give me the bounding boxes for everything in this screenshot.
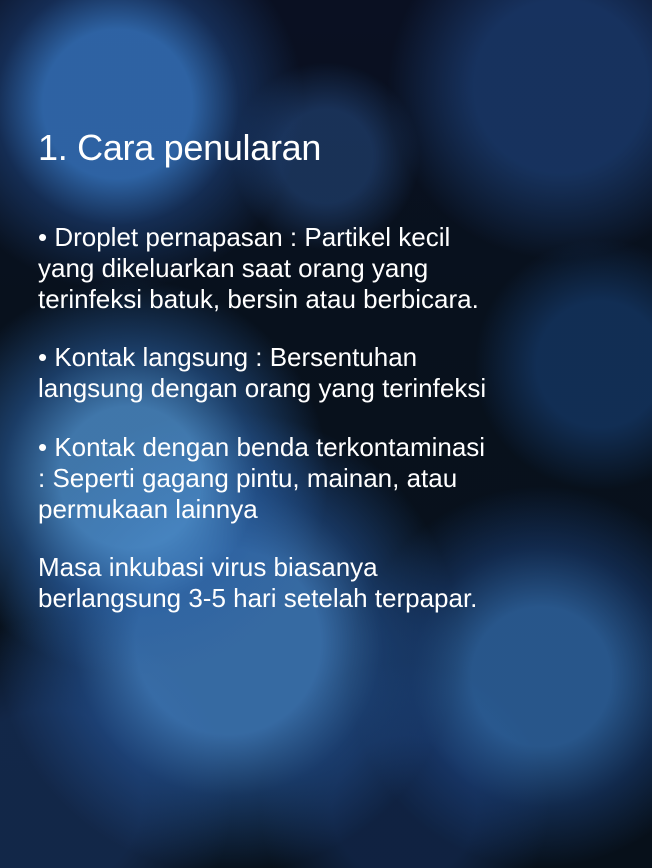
slide-content: [38, 128, 618, 641]
incubation-note: Masa inkubasi virus biasanya berlangsung 3-5 hari setelah terpapar.: [38, 552, 478, 614]
bullet-point-1: • Droplet pernapasan : Partikel kecil yang dikeluarkan saat orang yang terinfeksi batuk, bersin atau berbicara.: [38, 221, 479, 314]
bullet-point-2: • Kontak langsung : Bersentuhan langsung dengan orang yang terinfeksi: [38, 342, 487, 404]
bullet-point-3: • Kontak dengan benda terkontaminasi : Seperti gagang pintu, mainan, atau permukaan lainnya: [38, 431, 486, 524]
slide-title: 1. Cara penularan: [38, 127, 322, 168]
